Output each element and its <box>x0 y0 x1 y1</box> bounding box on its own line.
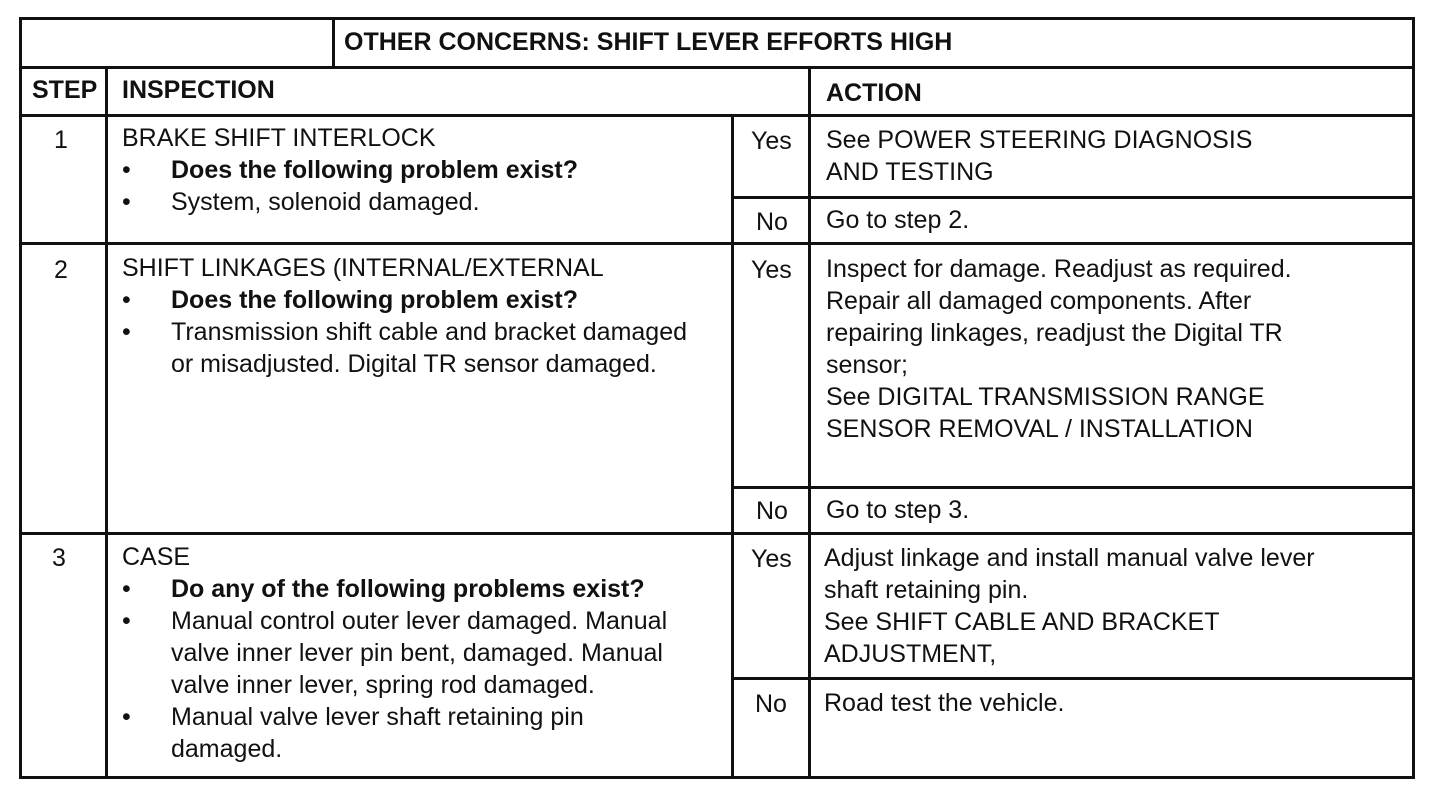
action-line: AND TESTING <box>826 158 994 186</box>
item-text: System, solenoid damaged. <box>171 188 480 216</box>
item-text: Manual valve lever shaft retaining pin damaged. <box>171 703 584 763</box>
no-action <box>826 204 969 236</box>
no-action <box>826 494 969 526</box>
question-text: Do any of the following problems exist? <box>171 575 645 603</box>
bullet-icon: • <box>122 575 131 603</box>
header-action: ACTION <box>826 79 922 107</box>
action-line: Repair all damaged components. After <box>826 287 1252 315</box>
step-column-divider <box>105 66 108 778</box>
item-text: Transmission shift cable and bracket damaged or misadjusted. Digital TR sensor damaged. <box>171 318 688 378</box>
row2-split-rule <box>731 486 1415 489</box>
action-line: See SHIFT CABLE AND BRACKET <box>824 608 1220 636</box>
bullet-item <box>122 605 727 701</box>
no-label: No <box>755 690 787 718</box>
bullet-icon: • <box>122 318 131 346</box>
header-inspection: INSPECTION <box>122 76 275 104</box>
row3-split-rule <box>731 677 1415 680</box>
inspection-heading: CASE <box>122 543 191 571</box>
inspection-cell <box>122 252 722 380</box>
bullet-question <box>122 154 722 186</box>
yes-action <box>826 253 1292 445</box>
question-text: Does the following problem exist? <box>171 156 578 184</box>
action-line: See POWER STEERING DIAGNOSIS <box>826 126 1253 154</box>
bullet-icon: • <box>122 703 131 731</box>
row1-bottom-rule <box>19 242 1415 245</box>
bullet-icon: • <box>122 286 131 314</box>
step-number: 3 <box>52 544 66 572</box>
action-line: sensor; <box>826 351 908 379</box>
no-action <box>824 687 1064 719</box>
no-label: No <box>756 208 788 236</box>
yes-action <box>824 542 1315 670</box>
header-bottom-rule <box>19 114 1415 117</box>
row1-split-rule <box>731 196 1415 199</box>
question-text: Does the following problem exist? <box>171 286 578 314</box>
yes-label: Yes <box>751 256 792 284</box>
action-line: SENSOR REMOVAL / INSTALLATION <box>826 415 1253 443</box>
yes-action <box>826 124 1252 188</box>
item-text: Manual control outer lever damaged. Manual valve inner lever pin bent, damaged. Manual valve inner lever, spring rod damaged. <box>171 607 668 699</box>
table-title: OTHER CONCERNS: SHIFT LEVER EFFORTS HIGH <box>344 28 953 56</box>
bullet-item <box>122 316 711 380</box>
action-line: Adjust linkage and install manual valve lever <box>824 544 1315 572</box>
action-line: See DIGITAL TRANSMISSION RANGE <box>826 383 1265 411</box>
row2-bottom-rule <box>19 532 1415 535</box>
yes-label: Yes <box>751 545 792 573</box>
header-step: STEP <box>32 76 98 104</box>
inspection-cell <box>122 541 727 765</box>
action-line: ADJUSTMENT, <box>824 640 997 668</box>
action-line: Go to step 3. <box>826 496 970 524</box>
step-number: 2 <box>54 256 68 284</box>
bullet-question <box>122 573 727 605</box>
action-line: Go to step 2. <box>826 206 970 234</box>
bullet-icon: • <box>122 607 131 635</box>
bullet-item <box>122 186 722 218</box>
title-bottom-rule <box>19 66 1415 69</box>
no-label: No <box>756 497 788 525</box>
title-left-divider <box>332 17 335 67</box>
yes-label: Yes <box>751 127 792 155</box>
inspection-cell <box>122 122 722 218</box>
inspection-heading: SHIFT LINKAGES (INTERNAL/EXTERNAL <box>122 254 604 282</box>
action-column-divider <box>808 66 811 778</box>
action-line: Road test the vehicle. <box>824 689 1065 717</box>
bullet-icon: • <box>122 188 131 216</box>
action-line: repairing linkages, readjust the Digital TR <box>826 319 1283 347</box>
step-number: 1 <box>54 126 68 154</box>
bullet-question <box>122 284 722 316</box>
action-line: shaft retaining pin. <box>824 576 1029 604</box>
bullet-item <box>122 701 691 765</box>
action-line: Inspect for damage. Readjust as required. <box>826 255 1292 283</box>
inspection-heading: BRAKE SHIFT INTERLOCK <box>122 124 436 152</box>
bullet-icon: • <box>122 156 131 184</box>
